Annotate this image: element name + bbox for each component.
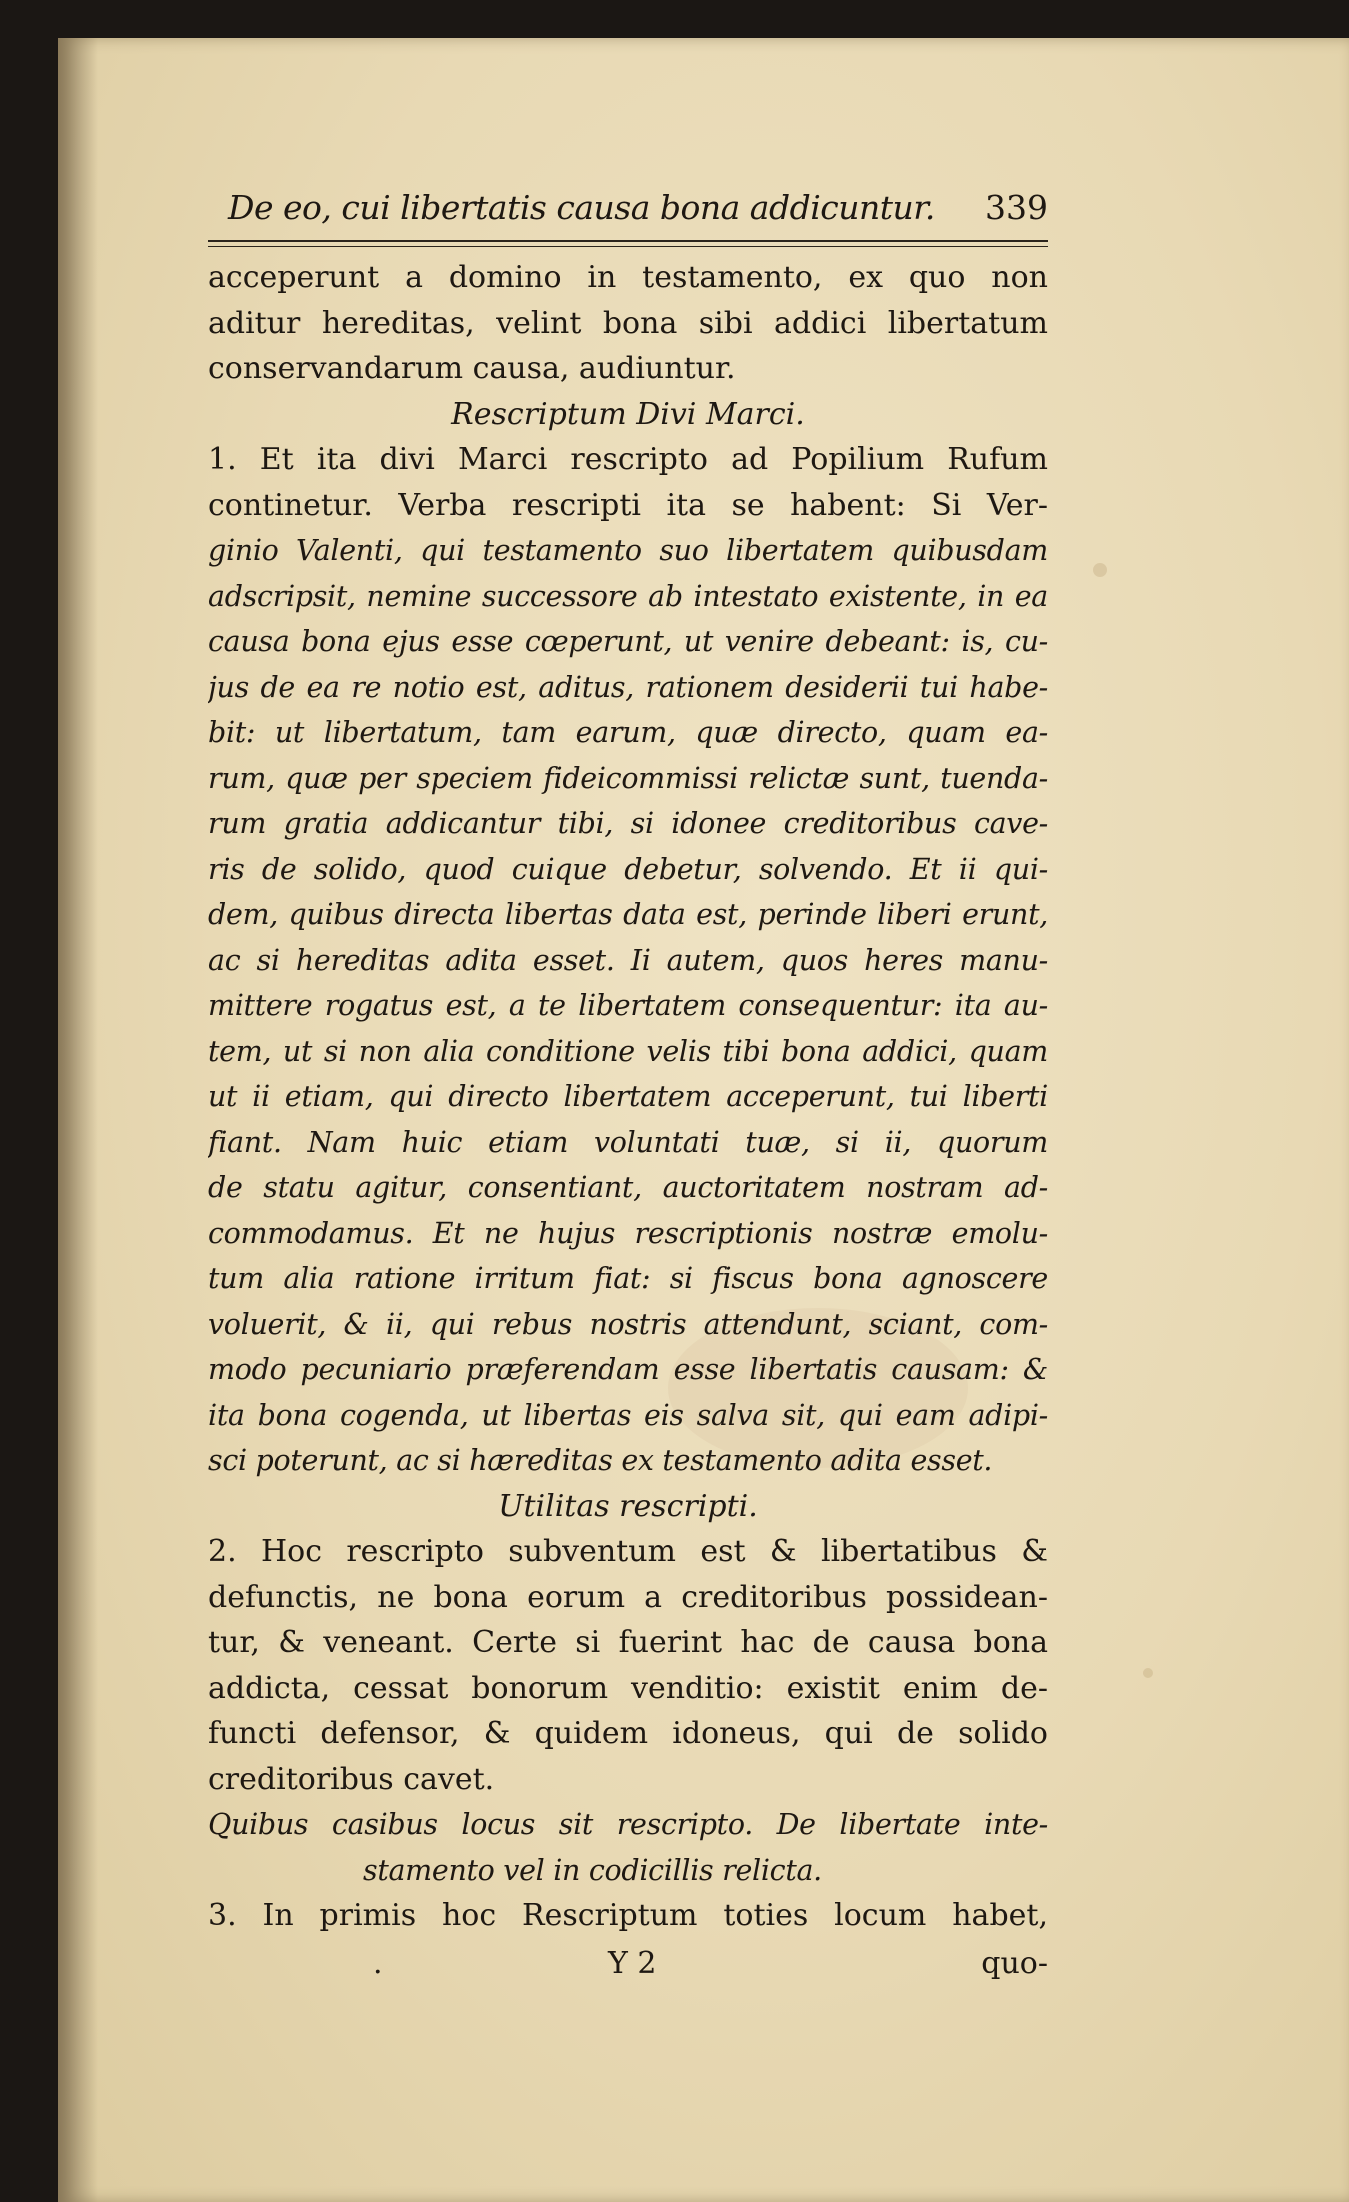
paper-stain (1093, 563, 1107, 577)
text-line: tur, & veneant. Certe si fuerint hac de causa bona (208, 1625, 1048, 1660)
text-line: functi defensor, & quidem idoneus, qui de solido (208, 1716, 1048, 1751)
text-line: continetur. Verba rescripti ita se habent: Si Ver- (208, 487, 1048, 523)
text-line: Quibus casibus locus sit rescripto. De libertate inte- (208, 1808, 1048, 1841)
text-line: stamento vel in codicillis relicta. (363, 1853, 822, 1887)
footer-mark: . (373, 1945, 383, 1981)
text-line: defunctis, ne bona eorum a creditoribus possidean- (208, 1579, 1048, 1615)
signature-mark: Y 2 (608, 1945, 657, 1981)
text-line: conservandarum causa, audiuntur. (208, 351, 736, 386)
text-line: fiant. Nam huic etiam voluntati tuæ, si ii, quorum (208, 1125, 1048, 1159)
text-line: rum gratia addicantur tibi, si idonee creditoribus cave- (208, 807, 1048, 840)
text-line: ginio Valenti, qui testamento suo libertatem quibusdam (208, 534, 1048, 567)
book-page (58, 38, 1349, 2202)
text-line: dem, quibus directa libertas data est, perinde liberi erunt, (208, 898, 1048, 931)
text-line: de statu agitur, consentiant, auctoritatem nostram ad- (208, 1171, 1048, 1204)
body-text (208, 255, 1048, 1939)
text-line: voluerit, & ii, qui rebus nostris attendunt, sciant, com- (208, 1307, 1048, 1341)
text-line: ris de solido, quod cuique debetur, solvendo. Et ii qui- (208, 852, 1048, 886)
text-block (208, 178, 1048, 1989)
running-head (208, 178, 1048, 238)
catchword: quo- (981, 1945, 1048, 1981)
text-line: rum, quæ per speciem fideicommissi relictæ sunt, tuenda- (208, 761, 1048, 795)
section-heading: Utilitas rescripti. (498, 1488, 758, 1524)
text-line: 3. In primis hoc Rescriptum toties locum habet, (208, 1898, 1048, 1933)
text-line: 1. Et ita divi Marci rescripto ad Popilium Rufum (208, 442, 1048, 477)
text-line: tem, ut si non alia conditione velis tibi bona addici, quam (208, 1034, 1048, 1068)
text-line: mittere rogatus est, a te libertatem consequentur: ita au- (208, 989, 1048, 1022)
paper-stain (1143, 1668, 1153, 1678)
text-line: aditur hereditas, velint bona sibi addici libertatum (208, 305, 1048, 341)
running-head-title: De eo, cui libertatis causa bona addicuntur. (228, 188, 935, 227)
text-line: addicta, cessat bonorum venditio: existit enim de- (208, 1670, 1048, 1706)
text-line: commodamus. Et ne hujus rescriptionis nostræ emolu- (208, 1216, 1048, 1250)
text-line: jus de ea re notio est, aditus, rationem desiderii tui habe- (208, 670, 1048, 704)
text-line: ac si hereditas adita esset. Ii autem, quos heres manu- (208, 943, 1048, 977)
page-number: 339 (985, 188, 1048, 227)
text-line: ut ii etiam, qui directo libertatem acceperunt, tui liberti (208, 1080, 1048, 1113)
text-line: adscripsit, nemine successore ab intestato existente, in ea (208, 579, 1048, 613)
text-line: 2. Hoc rescripto subventum est & libertatibus & (208, 1534, 1048, 1569)
page-footer (208, 1939, 1048, 1989)
head-rule (208, 240, 1048, 247)
section-heading: Rescriptum Divi Marci. (451, 396, 805, 432)
text-line: creditoribus cavet. (208, 1761, 495, 1797)
text-line: bit: ut libertatum, tam earum, quæ directo, quam ea- (208, 716, 1048, 749)
text-line: sci poterunt, ac si hæreditas ex testamento adita esset. (208, 1444, 993, 1477)
text-line: tum alia ratione irritum fiat: si fiscus bona agnoscere (208, 1262, 1048, 1295)
text-line: causa bona ejus esse cœperunt, ut venire debeant: is, cu- (208, 625, 1048, 658)
text-line: acceperunt a domino in testamento, ex quo non (208, 260, 1048, 295)
text-line: ita bona cogenda, ut libertas eis salva sit, qui eam adipi- (208, 1398, 1048, 1432)
text-line: modo pecuniario præferendam esse libertatis causam: & (208, 1353, 1048, 1386)
page-gutter-shadow (58, 38, 98, 2202)
